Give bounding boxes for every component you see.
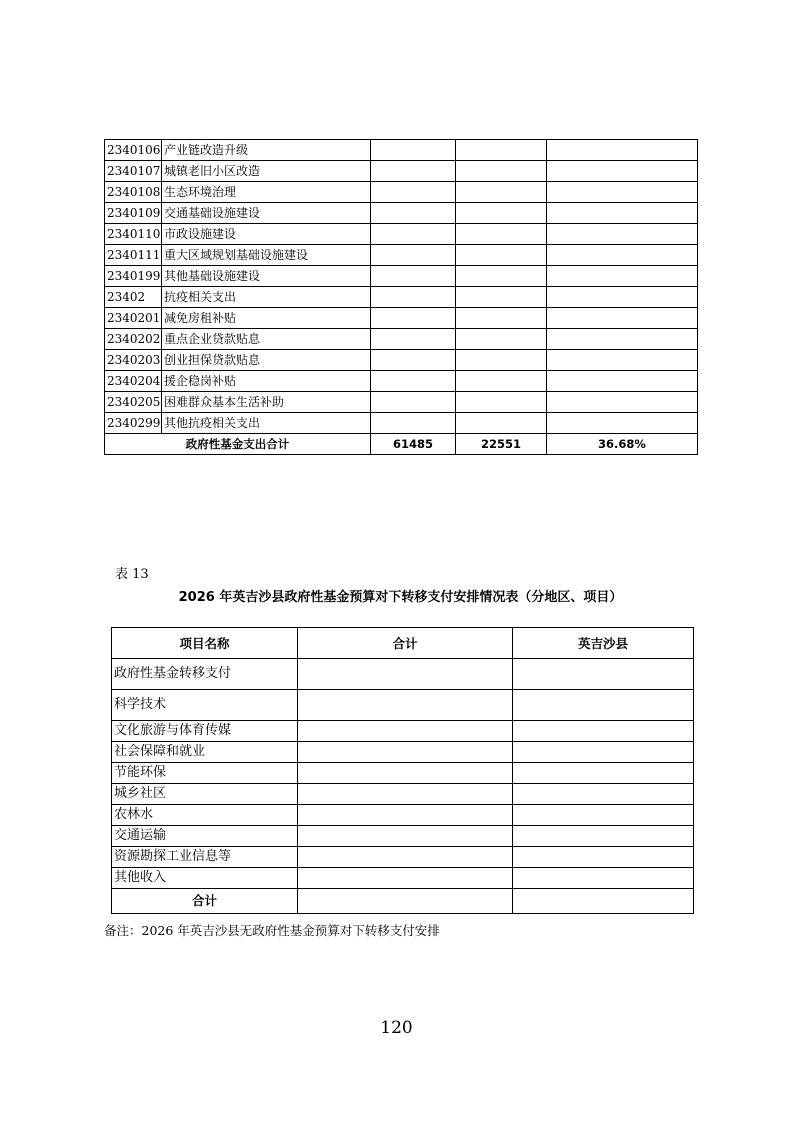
row-county-value: [513, 847, 694, 868]
row-value-1: [371, 350, 456, 371]
row-value-2: [456, 203, 547, 224]
table-row: [105, 392, 698, 413]
table-row: [112, 847, 694, 868]
row-item-name: 社会保障和就业: [112, 742, 298, 763]
row-county-value: [513, 659, 694, 690]
table-row: [105, 308, 698, 329]
row-name: 重大区域规划基础设施建设: [162, 245, 371, 266]
row-county-value: [513, 721, 694, 742]
row-value-2: [456, 371, 547, 392]
page-number: 120: [380, 1018, 413, 1038]
row-value-3: [547, 392, 698, 413]
row-value-1: [371, 203, 456, 224]
total-percentage: 36.68%: [547, 434, 698, 455]
row-value-1: [371, 287, 456, 308]
row-total: [298, 721, 513, 742]
header-total: 合计: [298, 628, 513, 659]
table-note: 备注：2026 年英吉沙县无政府性基金预算对下转移支付安排: [104, 923, 440, 938]
row-code: 2340111: [105, 245, 162, 266]
row-value-2: [456, 161, 547, 182]
row-total: [298, 763, 513, 784]
row-value-1: [371, 329, 456, 350]
row-value-3: [547, 203, 698, 224]
table-row: [112, 742, 694, 763]
row-value-3: [547, 161, 698, 182]
row-value-2: [456, 140, 547, 161]
row-value-1: [371, 224, 456, 245]
row-total: [298, 847, 513, 868]
table-row: [105, 413, 698, 434]
row-value-1: [371, 245, 456, 266]
expenditure-table-continuation: [104, 139, 698, 455]
expenditure-total-row: [105, 434, 698, 455]
row-value-3: [547, 350, 698, 371]
row-value-3: [547, 266, 698, 287]
row-value-2: [456, 392, 547, 413]
row-name: 抗疫相关支出: [162, 287, 371, 308]
table-row: [105, 203, 698, 224]
row-total: [298, 659, 513, 690]
row-value-2: [456, 287, 547, 308]
table-row: [105, 245, 698, 266]
row-value-1: [371, 392, 456, 413]
table-row: [105, 329, 698, 350]
row-name: 减免房租补贴: [162, 308, 371, 329]
row-value-3: [547, 140, 698, 161]
table-row: [112, 868, 694, 889]
table-row: [105, 287, 698, 308]
row-value-3: [547, 182, 698, 203]
row-value-3: [547, 245, 698, 266]
row-value-2: [456, 182, 547, 203]
transfer-total-county-value: [513, 889, 694, 914]
row-code: 2340107: [105, 161, 162, 182]
table-row: [105, 371, 698, 392]
row-code: 2340109: [105, 203, 162, 224]
table-row: [112, 721, 694, 742]
row-value-2: [456, 308, 547, 329]
row-name: 其他基础设施建设: [162, 266, 371, 287]
row-code: 23402: [105, 287, 162, 308]
row-value-1: [371, 182, 456, 203]
row-value-3: [547, 371, 698, 392]
row-total: [298, 805, 513, 826]
table-row: [112, 763, 694, 784]
row-name: 产业链改造升级: [162, 140, 371, 161]
row-total: [298, 826, 513, 847]
row-item-name: 农林水: [112, 805, 298, 826]
row-total: [298, 742, 513, 763]
table-row: [112, 690, 694, 721]
row-item-name: 节能环保: [112, 763, 298, 784]
table-row: [105, 350, 698, 371]
row-name: 市政设施建设: [162, 224, 371, 245]
row-total: [298, 784, 513, 805]
row-code: 2340110: [105, 224, 162, 245]
transfer-total-value: [298, 889, 513, 914]
row-value-1: [371, 413, 456, 434]
table-row: [105, 140, 698, 161]
transfer-payment-table: [111, 627, 694, 914]
row-value-1: [371, 140, 456, 161]
table-row: [105, 182, 698, 203]
row-name: 城镇老旧小区改造: [162, 161, 371, 182]
row-total: [298, 868, 513, 889]
row-item-name: 城乡社区: [112, 784, 298, 805]
row-code: 2340203: [105, 350, 162, 371]
row-value-1: [371, 266, 456, 287]
row-county-value: [513, 763, 694, 784]
row-county-value: [513, 784, 694, 805]
row-total: [298, 690, 513, 721]
row-code: 2340204: [105, 371, 162, 392]
row-item-name: 科学技术: [112, 690, 298, 721]
row-code: 2340108: [105, 182, 162, 203]
row-name: 其他抗疫相关支出: [162, 413, 371, 434]
total-value-1: 61485: [371, 434, 456, 455]
table-row: [105, 161, 698, 182]
row-value-1: [371, 371, 456, 392]
row-value-1: [371, 308, 456, 329]
row-code: 2340199: [105, 266, 162, 287]
header-item-name: 项目名称: [112, 628, 298, 659]
table-row: [112, 784, 694, 805]
row-value-3: [547, 287, 698, 308]
row-value-2: [456, 245, 547, 266]
transfer-table-header-row: [112, 628, 694, 659]
table-title: 2026 年英吉沙县政府性基金预算对下转移支付安排情况表（分地区、项目）: [178, 590, 623, 605]
row-value-2: [456, 266, 547, 287]
row-name: 困难群众基本生活补助: [162, 392, 371, 413]
header-county: 英吉沙县: [513, 628, 694, 659]
row-county-value: [513, 742, 694, 763]
table-row: [105, 224, 698, 245]
row-value-3: [547, 308, 698, 329]
row-value-2: [456, 413, 547, 434]
row-value-1: [371, 161, 456, 182]
row-code: 2340106: [105, 140, 162, 161]
row-name: 创业担保贷款贴息: [162, 350, 371, 371]
row-name: 重点企业贷款贴息: [162, 329, 371, 350]
row-value-3: [547, 329, 698, 350]
row-name: 生态环境治理: [162, 182, 371, 203]
row-value-2: [456, 350, 547, 371]
total-label: 政府性基金支出合计: [105, 434, 371, 455]
table-row: [105, 266, 698, 287]
table-row: [112, 659, 694, 690]
row-code: 2340205: [105, 392, 162, 413]
row-county-value: [513, 805, 694, 826]
total-value-2: 22551: [456, 434, 547, 455]
row-code: 2340201: [105, 308, 162, 329]
row-value-2: [456, 224, 547, 245]
transfer-total-label: 合计: [112, 889, 298, 914]
row-name: 援企稳岗补贴: [162, 371, 371, 392]
row-value-2: [456, 329, 547, 350]
row-item-name: 文化旅游与体育传媒: [112, 721, 298, 742]
table-row: [112, 805, 694, 826]
row-item-name: 资源勘探工业信息等: [112, 847, 298, 868]
row-county-value: [513, 868, 694, 889]
row-name: 交通基础设施建设: [162, 203, 371, 224]
table-row: [112, 826, 694, 847]
row-value-3: [547, 413, 698, 434]
row-item-name: 交通运输: [112, 826, 298, 847]
row-item-name: 政府性基金转移支付: [112, 659, 298, 690]
transfer-total-row: [112, 889, 694, 914]
table-number-label: 表 13: [115, 567, 149, 582]
row-item-name: 其他收入: [112, 868, 298, 889]
row-county-value: [513, 826, 694, 847]
row-value-3: [547, 224, 698, 245]
row-code: 2340202: [105, 329, 162, 350]
row-county-value: [513, 690, 694, 721]
row-code: 2340299: [105, 413, 162, 434]
